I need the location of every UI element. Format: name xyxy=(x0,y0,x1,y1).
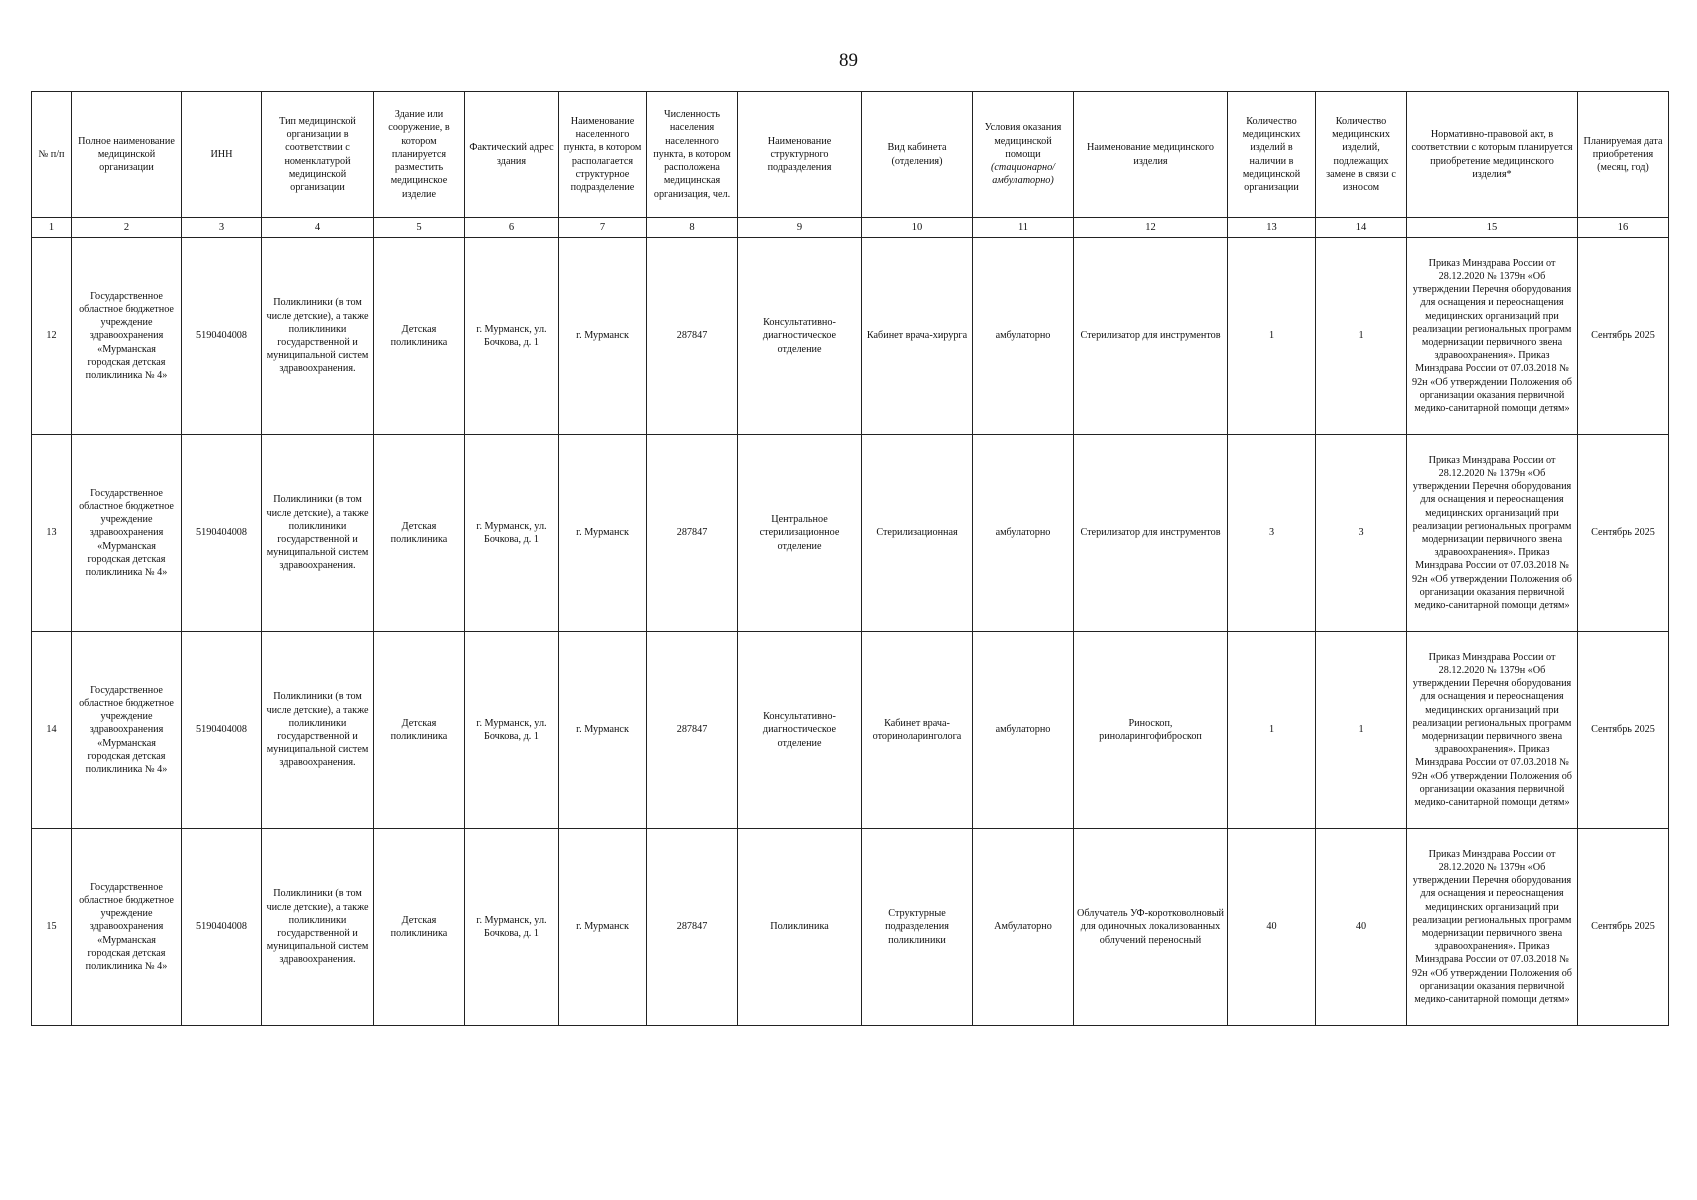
care-conditions: амбулаторно xyxy=(973,238,1074,435)
address: г. Мурманск, ул. Бочкова, д. 1 xyxy=(465,829,559,1026)
care-conditions: амбулаторно xyxy=(973,435,1074,632)
inn-value: 5190404008 xyxy=(182,829,262,1026)
division: Центральное стерилизационное отделение xyxy=(738,435,862,632)
locality: г. Мурманск xyxy=(559,238,647,435)
column-number: 14 xyxy=(1316,218,1407,238)
qty-available: 1 xyxy=(1228,238,1316,435)
header-cell: Количество медицинских изделий, подлежащих замене в связи с износом xyxy=(1316,92,1407,218)
organization-name: Государственное областное бюджетное учреждение здравоохранения «Мурманская городская детская поликлиника № 4» xyxy=(72,632,182,829)
population: 287847 xyxy=(647,435,738,632)
column-number: 6 xyxy=(465,218,559,238)
building: Детская поликлиника xyxy=(374,829,465,1026)
organization-name: Государственное областное бюджетное учреждение здравоохранения «Мурманская городская детская поликлиника № 4» xyxy=(72,435,182,632)
cabinet: Стерилизационная xyxy=(862,435,973,632)
header-cell: Численность населения населенного пункта, в котором расположена медицинская организация, чел. xyxy=(647,92,738,218)
page-number: 89 xyxy=(839,50,858,71)
column-number: 1 xyxy=(32,218,72,238)
qty-to-replace: 40 xyxy=(1316,829,1407,1026)
column-number: 16 xyxy=(1578,218,1669,238)
inn-value: 5190404008 xyxy=(182,238,262,435)
table-row xyxy=(32,829,1669,1026)
planned-date: Сентябрь 2025 xyxy=(1578,829,1669,1026)
row-number: 13 xyxy=(32,435,72,632)
qty-to-replace: 3 xyxy=(1316,435,1407,632)
device-name: Стерилизатор для инструментов xyxy=(1074,435,1228,632)
header-cell: ИНН xyxy=(182,92,262,218)
header-cell: Тип медицинской организации в соответствии с номенклатурой медицинской организации xyxy=(262,92,374,218)
regulation: Приказ Минздрава России от 28.12.2020 № 1379н «Об утверждении Перечня оборудования для оснащения и переоснащения медицинских организаций при реализации региональных программ модернизации первичного звена здравоохранения». Приказ Минздрава России от 07.03.2018 № 92н «Об утверждении Положения об организации оказания первичной медико-санитарной помощи детям» xyxy=(1407,632,1578,829)
column-number: 11 xyxy=(973,218,1074,238)
column-number: 10 xyxy=(862,218,973,238)
header-cell: Количество медицинских изделий в наличии в медицинской организации xyxy=(1228,92,1316,218)
header-cell: Наименование медицинского изделия xyxy=(1074,92,1228,218)
organization-type: Поликлиники (в том числе детские), а также поликлиники государственной и муниципальной систем здравоохранения. xyxy=(262,435,374,632)
care-conditions: Амбулаторно xyxy=(973,829,1074,1026)
header-cell: Наименование населенного пункта, в котором располагается структурное подразделение xyxy=(559,92,647,218)
row-number: 14 xyxy=(32,632,72,829)
qty-available: 40 xyxy=(1228,829,1316,1026)
building: Детская поликлиника xyxy=(374,632,465,829)
column-number: 7 xyxy=(559,218,647,238)
regulation: Приказ Минздрава России от 28.12.2020 № 1379н «Об утверждении Перечня оборудования для оснащения и переоснащения медицинских организаций при реализации региональных программ модернизации первичного звена здравоохранения». Приказ Минздрава России от 07.03.2018 № 92н «Об утверждении Положения об организации оказания первичной медико-санитарной помощи детям» xyxy=(1407,238,1578,435)
header-cell-italic: (стационарно/ амбулаторно) xyxy=(991,162,1055,187)
address: г. Мурманск, ул. Бочкова, д. 1 xyxy=(465,632,559,829)
header-row xyxy=(32,92,1669,218)
care-conditions: амбулаторно xyxy=(973,632,1074,829)
device-name: Риноскоп, риноларингофиброскоп xyxy=(1074,632,1228,829)
regulation: Приказ Минздрава России от 28.12.2020 № 1379н «Об утверждении Перечня оборудования для оснащения и переоснащения медицинских организаций при реализации региональных программ модернизации первичного звена здравоохранения». Приказ Минздрава России от 07.03.2018 № 92н «Об утверждении Положения об организации оказания первичной медико-санитарной помощи детям» xyxy=(1407,435,1578,632)
device-name: Стерилизатор для инструментов xyxy=(1074,238,1228,435)
qty-available: 3 xyxy=(1228,435,1316,632)
locality: г. Мурманск xyxy=(559,435,647,632)
column-number: 9 xyxy=(738,218,862,238)
column-number: 15 xyxy=(1407,218,1578,238)
header-cell: Фактический адрес здания xyxy=(465,92,559,218)
column-number: 8 xyxy=(647,218,738,238)
division: Консультативно-диагностическое отделение xyxy=(738,632,862,829)
column-number: 5 xyxy=(374,218,465,238)
header-cell: Полное наименование медицинской организации xyxy=(72,92,182,218)
planned-date: Сентябрь 2025 xyxy=(1578,435,1669,632)
column-number: 3 xyxy=(182,218,262,238)
qty-available: 1 xyxy=(1228,632,1316,829)
table-row xyxy=(32,632,1669,829)
row-number: 15 xyxy=(32,829,72,1026)
header-cell-text: Условия оказания медицинской помощи xyxy=(984,122,1062,160)
column-number: 4 xyxy=(262,218,374,238)
regulation: Приказ Минздрава России от 28.12.2020 № 1379н «Об утверждении Перечня оборудования для оснащения и переоснащения медицинских организаций при реализации региональных программ модернизации первичного звена здравоохранения». Приказ Минздрава России от 07.03.2018 № 92н «Об утверждении Положения об организации оказания первичной медико-санитарной помощи детям» xyxy=(1407,829,1578,1026)
planned-date: Сентябрь 2025 xyxy=(1578,632,1669,829)
column-number: 13 xyxy=(1228,218,1316,238)
header-cell: № п/п xyxy=(32,92,72,218)
equipment-table xyxy=(31,91,1669,1026)
population: 287847 xyxy=(647,829,738,1026)
header-cell xyxy=(973,92,1074,218)
locality: г. Мурманск xyxy=(559,632,647,829)
building: Детская поликлиника xyxy=(374,435,465,632)
inn-value: 5190404008 xyxy=(182,435,262,632)
device-name: Облучатель УФ-коротковолновый для одиночных локализованных облучений переносный xyxy=(1074,829,1228,1026)
row-number: 12 xyxy=(32,238,72,435)
column-number: 2 xyxy=(72,218,182,238)
column-number-row xyxy=(32,218,1669,238)
header-cell: Вид кабинета (отделения) xyxy=(862,92,973,218)
organization-name: Государственное областное бюджетное учреждение здравоохранения «Мурманская городская детская поликлиника № 4» xyxy=(72,238,182,435)
division: Консультативно-диагностическое отделение xyxy=(738,238,862,435)
inn-value: 5190404008 xyxy=(182,632,262,829)
address: г. Мурманск, ул. Бочкова, д. 1 xyxy=(465,238,559,435)
population: 287847 xyxy=(647,238,738,435)
header-cell: Планируемая дата приобретения (месяц, год) xyxy=(1578,92,1669,218)
header-cell: Здание или сооружение, в котором планируется разместить медицинское изделие xyxy=(374,92,465,218)
qty-to-replace: 1 xyxy=(1316,238,1407,435)
cabinet: Структурные подразделения поликлиники xyxy=(862,829,973,1026)
cabinet: Кабинет врача-оториноларинголога xyxy=(862,632,973,829)
locality: г. Мурманск xyxy=(559,829,647,1026)
organization-type: Поликлиники (в том числе детские), а также поликлиники государственной и муниципальной систем здравоохранения. xyxy=(262,238,374,435)
division: Поликлиника xyxy=(738,829,862,1026)
header-cell: Наименование структурного подразделения xyxy=(738,92,862,218)
organization-type: Поликлиники (в том числе детские), а также поликлиники государственной и муниципальной систем здравоохранения. xyxy=(262,829,374,1026)
table-row xyxy=(32,238,1669,435)
population: 287847 xyxy=(647,632,738,829)
cabinet: Кабинет врача-хирурга xyxy=(862,238,973,435)
qty-to-replace: 1 xyxy=(1316,632,1407,829)
address: г. Мурманск, ул. Бочкова, д. 1 xyxy=(465,435,559,632)
header-cell: Нормативно-правовой акт, в соответствии с которым планируется приобретение медицинского изделия* xyxy=(1407,92,1578,218)
organization-name: Государственное областное бюджетное учреждение здравоохранения «Мурманская городская детская поликлиника № 4» xyxy=(72,829,182,1026)
organization-type: Поликлиники (в том числе детские), а также поликлиники государственной и муниципальной систем здравоохранения. xyxy=(262,632,374,829)
planned-date: Сентябрь 2025 xyxy=(1578,238,1669,435)
table-row xyxy=(32,435,1669,632)
column-number: 12 xyxy=(1074,218,1228,238)
building: Детская поликлиника xyxy=(374,238,465,435)
